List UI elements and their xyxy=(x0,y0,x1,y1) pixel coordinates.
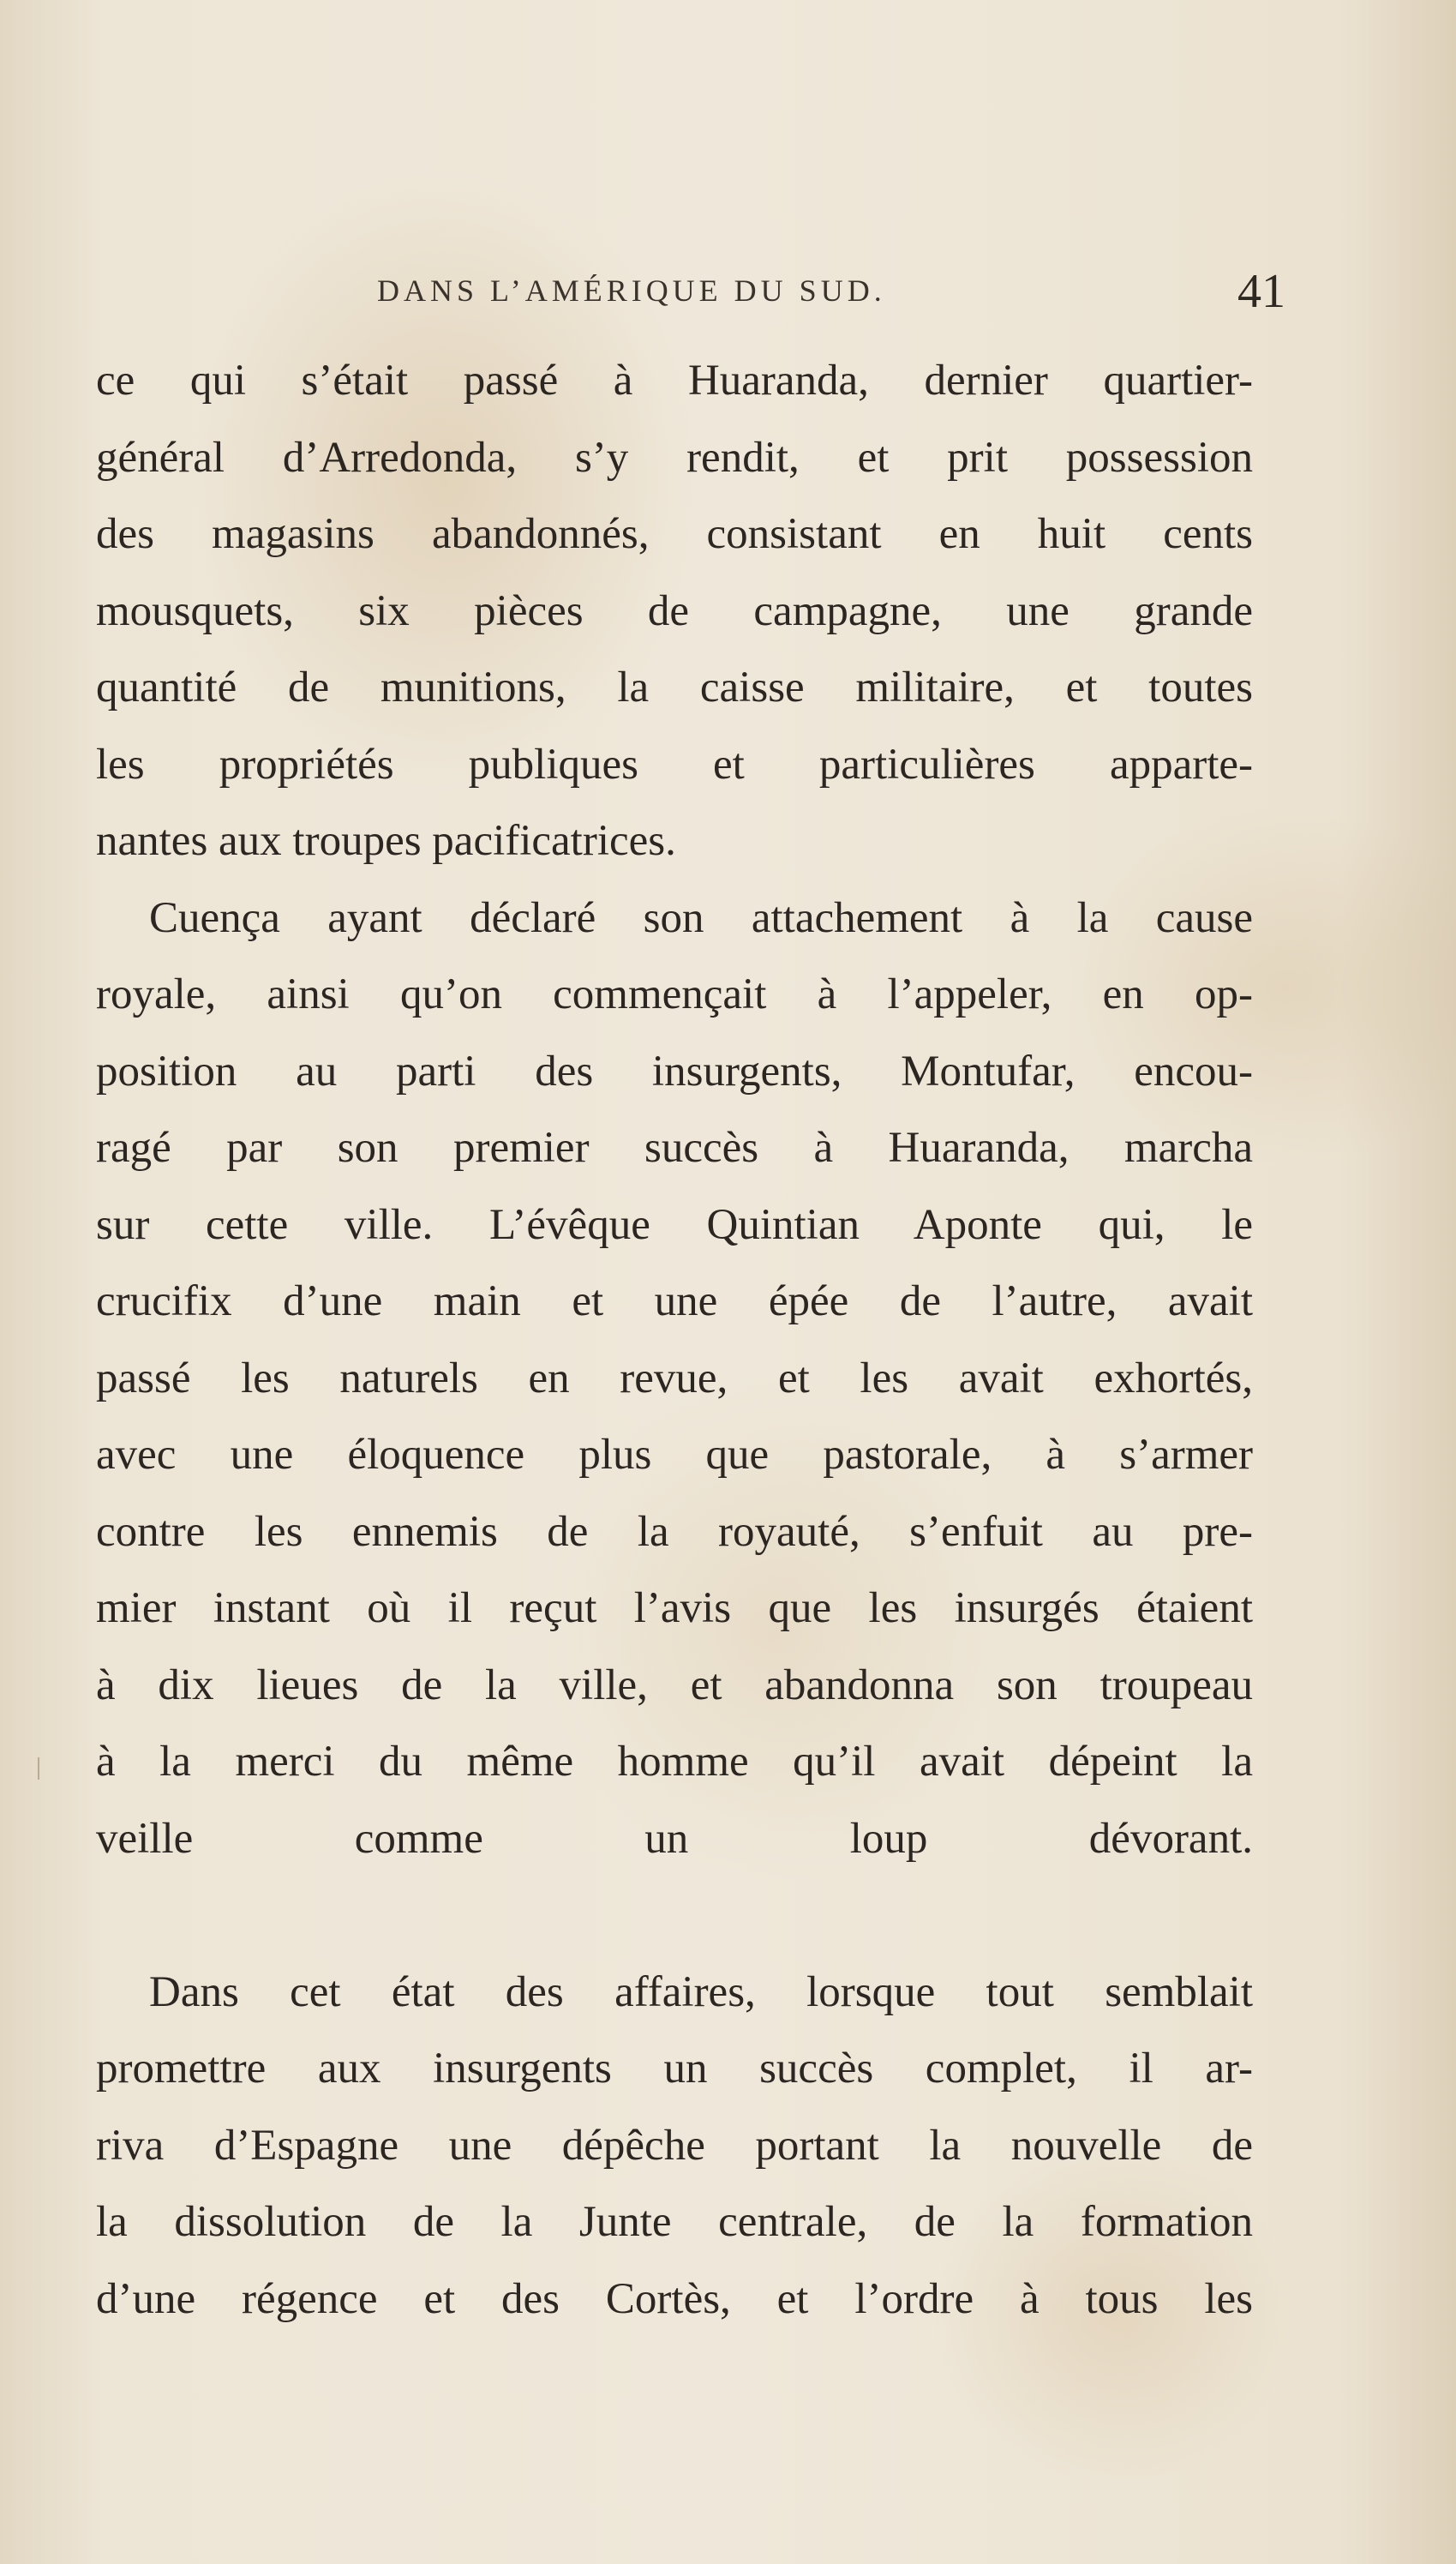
text-line: la dissolution de la Junte centrale, de la formation xyxy=(96,2198,1253,2246)
text-line: général d’Arredonda, s’y rendit, et prit possession xyxy=(96,433,1253,482)
page-number: 41 xyxy=(1237,265,1285,318)
text-line: les propriétés publiques et particulières apparte- xyxy=(96,740,1253,789)
body-text xyxy=(96,343,1253,2338)
text-line: Dans cet état des affaires, lorsque tout semblait xyxy=(149,1967,1253,2016)
text-line: à dix lieues de la ville, et abandonna son troupeau xyxy=(96,1660,1253,1709)
text-line: quantité de munitions, la caisse militaire, et toutes xyxy=(96,664,1253,712)
margin-mark xyxy=(38,1757,39,1780)
text-line: ce qui s’était passé à Huaranda, dernier quartier- xyxy=(96,357,1253,405)
text-line: d’une régence et des Cortès, et l’ordre à tous les xyxy=(96,2274,1253,2323)
text-line: Cuença ayant déclaré son attachement à la cause xyxy=(149,893,1253,942)
text-line: ragé par son premier succès à Huaranda, marcha xyxy=(96,1124,1253,1172)
text-line: position au parti des insurgents, Montufar, encou- xyxy=(96,1047,1253,1096)
text-line: crucifix d’une main et une épée de l’autre, avait xyxy=(96,1277,1253,1325)
text-line: promettre aux insurgents un succès complet, il ar- xyxy=(96,2045,1253,2093)
text-line: des magasins abandonnés, consistant en huit cents xyxy=(96,510,1253,558)
text-line: veille comme un loup dévorant. xyxy=(96,1814,1253,1863)
text-line: à la merci du même homme qu’il avait dépeint la xyxy=(96,1738,1253,1786)
text-line: riva d’Espagne une dépêche portant la nouvelle de xyxy=(96,2121,1253,2170)
text-line: sur cette ville. L’évêque Quintian Aponte qui, le xyxy=(96,1200,1253,1249)
text-line: passé les naturels en revue, et les avait exhortés, xyxy=(96,1354,1253,1402)
text-line: avec une éloquence plus que pastorale, à s’armer xyxy=(96,1431,1253,1479)
text-line: nantes aux troupes pacificatrices. xyxy=(96,817,676,865)
text-line xyxy=(96,1877,1253,1955)
text-line: mier instant où il reçut l’avis que les insurgés étaient xyxy=(96,1584,1253,1632)
text-line: contre les ennemis de la royauté, s’enfuit au pre- xyxy=(96,1507,1253,1556)
running-title: DANS L’AMÉRIQUE DU SUD. xyxy=(377,273,886,308)
text-line: mousquets, six pièces de campagne, une grande xyxy=(96,586,1253,635)
text-line: royale, ainsi qu’on commençait à l’appeler, en op- xyxy=(96,970,1253,1018)
page-header xyxy=(94,264,1311,333)
